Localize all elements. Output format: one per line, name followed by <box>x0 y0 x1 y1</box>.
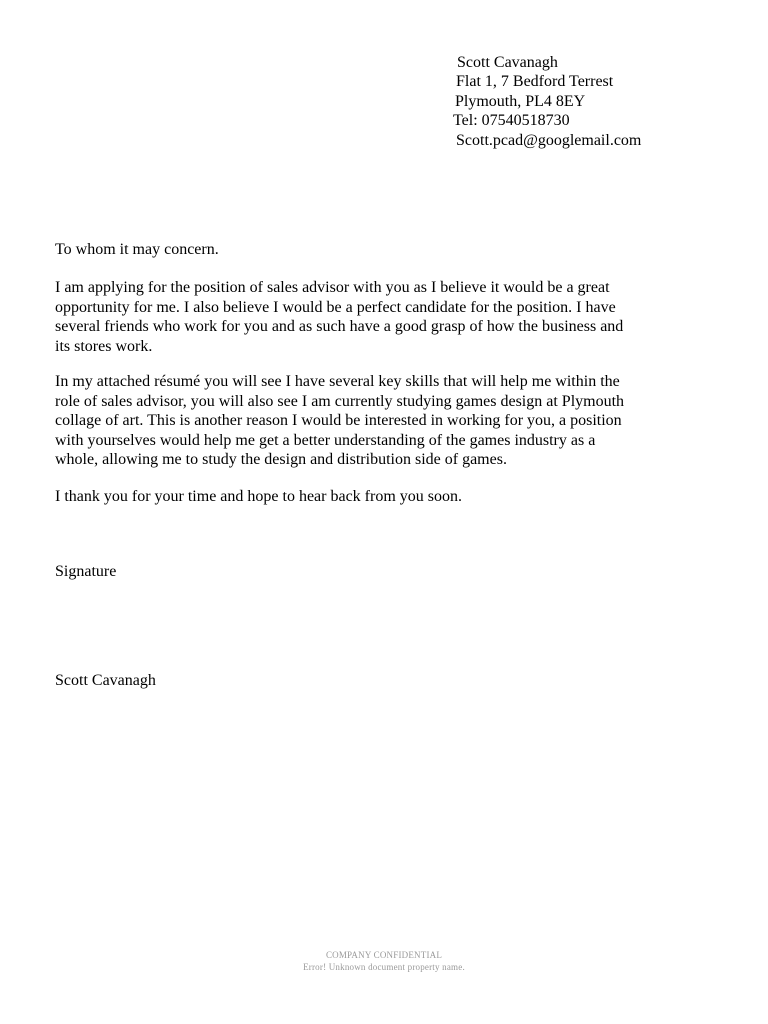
paragraph-2-line: with yourselves would help me get a better understanding of the games industry as a <box>55 431 596 449</box>
signer-name: Scott Cavanagh <box>55 672 156 689</box>
paragraph-2-line: whole, allowing me to study the design and distribution side of games. <box>55 451 507 468</box>
paragraph-2-line: In my attached résumé you will see I have several key skills that will help me within the <box>55 373 620 390</box>
sender-telephone: Tel: 07540518730 <box>453 112 570 129</box>
paragraph-1-line: opportunity for me. I also believe I would be a perfect candidate for the position. I have <box>55 298 616 316</box>
paragraph-2-line: role of sales advisor, you will also see I am currently studying games design at Plymouth <box>55 392 625 410</box>
salutation: To whom it may concern. <box>55 241 219 258</box>
footer-error-property: Error! Unknown document property name. <box>303 962 465 972</box>
sender-address-line2: Plymouth, PL4 8EY <box>455 93 586 110</box>
sender-email: Scott.pcad@googlemail.com <box>456 132 642 149</box>
signature-label: Signature <box>55 563 117 580</box>
sender-address-line1: Flat 1, 7 Bedford Terrest <box>456 73 614 90</box>
closing-line: I thank you for your time and hope to hear back from you soon. <box>55 488 463 505</box>
paragraph-2-line: collage of art. This is another reason I would be interested in working for you, a position <box>55 412 622 429</box>
footer-confidential: COMPANY CONFIDENTIAL <box>325 950 443 960</box>
paragraph-2 <box>55 372 624 470</box>
paragraph-1-line: I am applying for the position of sales advisor with you as I believe it would be a great <box>55 279 610 296</box>
paragraph-1 <box>55 278 623 356</box>
paragraph-1-line: its stores work. <box>55 337 153 355</box>
paragraph-1-line: several friends who work for you and as such have a good grasp of how the business and <box>55 318 624 335</box>
sender-name: Scott Cavanagh <box>457 54 558 71</box>
